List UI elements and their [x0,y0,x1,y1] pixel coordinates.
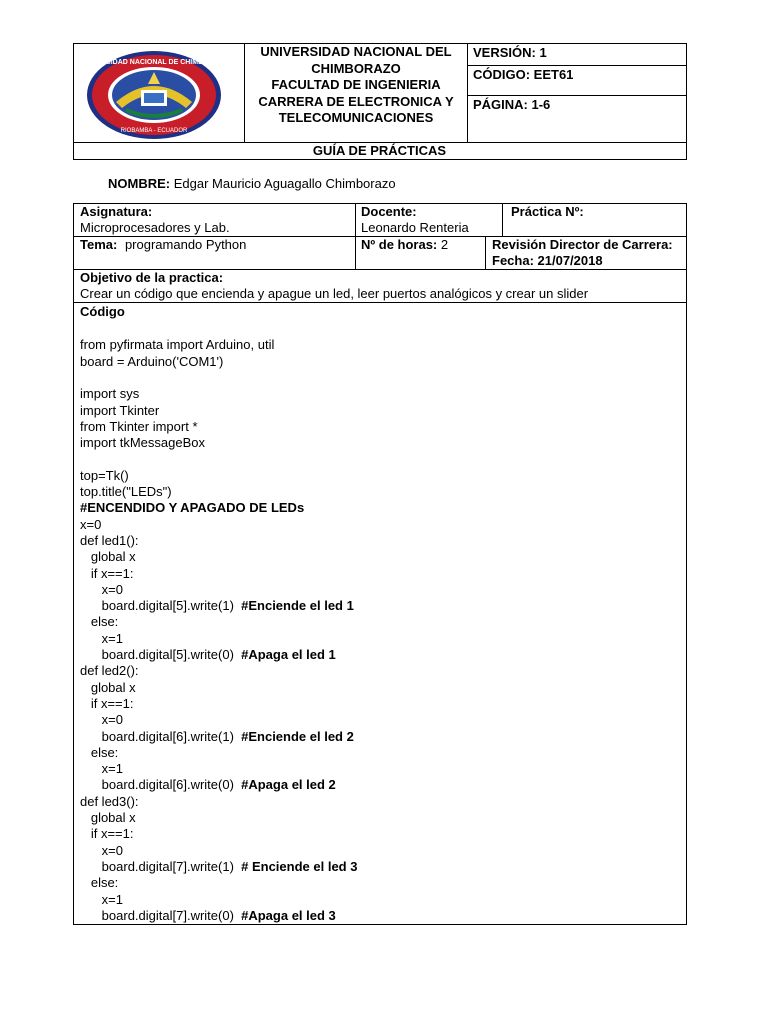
code-line [80,794,139,810]
code-line [80,908,336,924]
code-line [80,631,123,647]
code-line [80,777,336,793]
nombre-label: NOMBRE: [108,176,171,191]
code-line [80,647,336,663]
code-line [80,354,223,370]
horas-value: 2 [440,237,449,252]
docente-value: Leonardo Renteria [361,220,469,235]
code-line [80,549,136,565]
code-line [80,386,139,402]
code-line [80,875,118,891]
university-title [245,44,467,127]
code-comment: #Apaga el led 1 [241,647,336,662]
code-comment: #Apaga el led 3 [241,907,336,923]
code-comment: # Enciende el led 3 [241,858,358,874]
code-line [80,468,129,484]
code-text: def led3(): [80,793,139,809]
code-text: import tkMessageBox [80,435,205,451]
docente-cell [361,204,469,236]
version-label: VERSIÓN: 1 [473,45,547,60]
code-text: if x==1: [80,695,134,711]
nombre-line [108,176,396,191]
code-line [80,729,354,745]
code-line [80,484,172,500]
code-text: else: [80,614,119,630]
asignatura-value: Microprocesadores y Lab. [80,220,230,235]
code-text: from pyfirmata import Arduino, util [80,337,275,353]
docente-label: Docente: [361,204,417,219]
code-text: x=0 [80,516,102,532]
code-comment: #Apaga el led 2 [241,777,336,793]
code-line [80,712,123,728]
code-line [80,500,304,516]
code-text: def led2(): [80,663,139,679]
tema-label: Tema: [80,237,118,252]
university-logo [86,50,222,140]
code-text: global x [80,679,136,695]
code-line [80,810,136,826]
code-text: board.digital[7].write(0) [80,907,242,923]
code-text: if x==1: [80,565,134,581]
code-line [80,598,354,614]
code-comment: #Enciende el led 1 [241,598,354,614]
objetivo-label: Objetivo de la practica: [80,270,224,285]
code-text: board.digital[5].write(0) [80,647,242,662]
tema-value: programando Python [124,237,247,252]
code-line [80,892,123,908]
objetivo-value: Crear un código que encienda y apague un led, leer puertos analógicos y crear un slider [80,286,589,301]
code-text: x=1 [80,630,123,646]
code-text: x=0 [80,842,123,858]
code-line [80,566,133,582]
horas-cell [361,237,448,252]
code-text: x=1 [80,891,123,907]
svg-text:RIOBAMBA - ECUADOR: RIOBAMBA - ECUADOR [120,128,188,134]
uni-line-3: FACULTAD DE INGENIERIA [271,77,441,92]
code-comment: #ENCENDIDO Y APAGADO DE LEDs [80,500,305,516]
revision-cell [492,237,673,269]
code-text: global x [80,549,136,565]
code-text: global x [80,810,136,825]
code-line [80,435,205,451]
tema-cell [80,237,246,252]
code-line [80,517,101,533]
code-line [80,696,133,712]
code-text: board.digital[6].write(0) [80,777,242,793]
code-line [80,403,159,419]
code-line [80,533,139,549]
practica-label: Práctica Nº: [511,204,584,219]
code-line [80,337,274,353]
asignatura-cell [80,204,230,236]
code-line [80,419,198,435]
guia-title: GUÍA DE PRÁCTICAS [312,143,447,158]
code-text: top=Tk() [80,467,129,483]
code-line [80,680,136,696]
code-text: board = Arduino('COM1') [80,353,224,369]
code-text: board.digital[6].write(1) [80,728,242,744]
code-line [80,582,123,598]
code-text: else: [80,744,119,760]
code-line [80,614,118,630]
code-text: else: [80,875,119,891]
uni-line-1: UNIVERSIDAD NACIONAL DEL [260,44,452,59]
asignatura-label: Asignatura: [80,204,153,219]
revision-label: Revisión Director de Carrera: [492,237,673,252]
code-text: from Tkinter import * [80,418,198,434]
code-line [80,663,139,679]
code-text: x=0 [80,712,123,728]
code-line [80,843,123,859]
code-text: x=0 [80,581,123,597]
codigo-label: CÓDIGO: EET61 [473,67,574,82]
uni-line-5: TELECOMUNICACIONES [278,110,434,125]
svg-text:UNIVERSIDAD NACIONAL DE CHIMBO: UNIVERSIDAD NACIONAL DE CHIMBORAZO [86,59,222,66]
code-text: import sys [80,386,140,402]
nombre-value: Edgar Mauricio Aguagallo Chimborazo [173,176,396,191]
objetivo-cell [80,270,588,302]
fecha-value: Fecha: 21/07/2018 [492,253,603,268]
codigo-section-label: Código [80,304,125,319]
code-line [80,761,123,777]
code-text: if x==1: [80,826,134,842]
code-text: def led1(): [80,532,139,548]
code-line [80,826,133,842]
code-comment: #Enciende el led 2 [241,728,354,744]
code-text: board.digital[5].write(1) [80,598,242,614]
code-text: import Tkinter [80,402,160,418]
horas-label: Nº de horas: [361,237,438,252]
pagina-label: PÁGINA: 1-6 [473,97,551,112]
uni-line-4: CARRERA DE ELECTRONICA Y [258,93,454,109]
code-line [80,859,357,875]
code-text: top.title("LEDs") [80,484,172,499]
code-text: board.digital[7].write(1) [80,858,242,874]
uni-line-2: CHIMBORAZO [311,60,401,76]
code-text: x=1 [80,761,123,777]
code-line [80,745,118,761]
